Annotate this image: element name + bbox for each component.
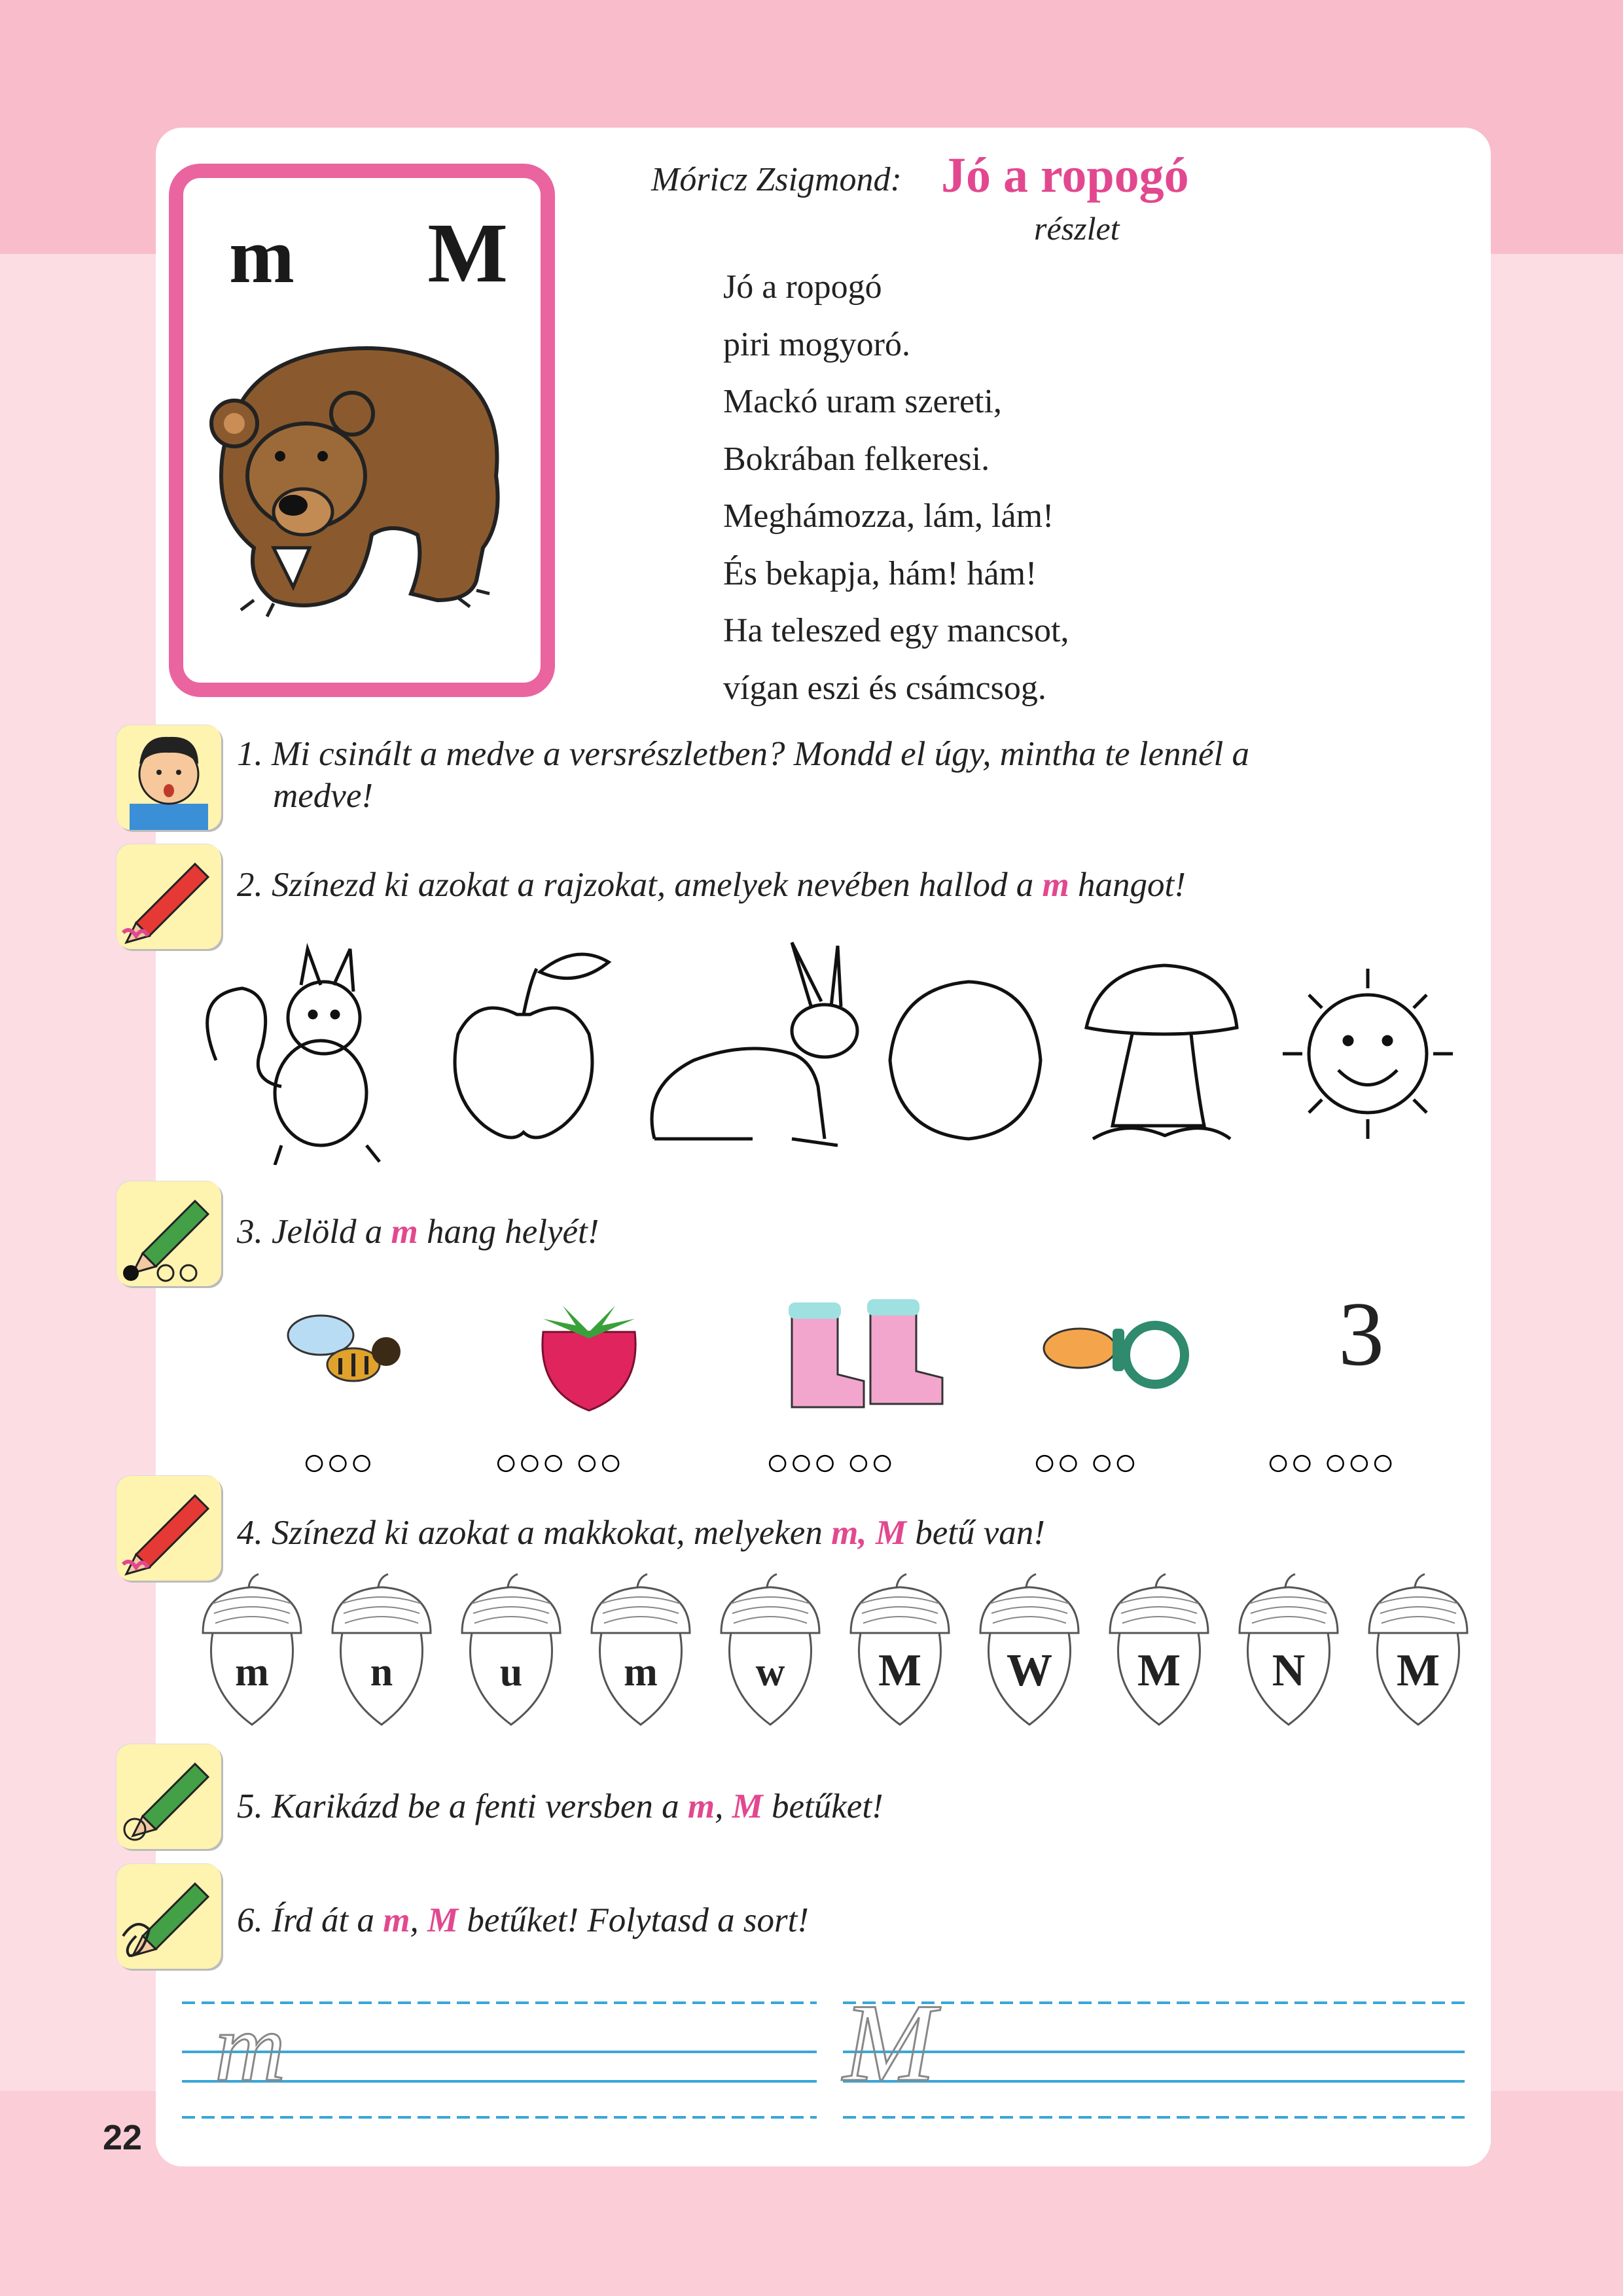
acorn-0[interactable] bbox=[203, 1574, 301, 1725]
trace-letter-upper: M bbox=[843, 1981, 936, 2104]
task-2-text-end: hangot! bbox=[1069, 866, 1186, 904]
poem-author: Móricz Zsigmond: bbox=[651, 161, 902, 198]
acorn-letter: u bbox=[499, 1650, 523, 1695]
circle-group[interactable]: ○○○ ○○ bbox=[766, 1441, 895, 1484]
acorn-row bbox=[190, 1571, 1499, 1741]
acorn-1[interactable] bbox=[332, 1574, 431, 1725]
task-3-text-end: hang helyét! bbox=[418, 1213, 599, 1251]
acorn-4[interactable] bbox=[721, 1574, 819, 1725]
acorn-5[interactable] bbox=[851, 1574, 949, 1725]
acorn-letter: m bbox=[235, 1650, 269, 1695]
poem-title: Jó a ropogó bbox=[941, 148, 1189, 203]
acorn-9[interactable] bbox=[1369, 1574, 1467, 1725]
acorn-7[interactable] bbox=[1110, 1574, 1208, 1725]
poem-line: vígan eszi és csámcsog. bbox=[723, 669, 1046, 707]
poem-subtitle: részlet bbox=[1034, 210, 1120, 247]
acorn-letter: w bbox=[755, 1650, 785, 1695]
boots-drawing bbox=[789, 1299, 942, 1407]
rabbit-drawing bbox=[652, 942, 857, 1145]
raspberry-drawing bbox=[543, 1306, 635, 1410]
task-4-highlight-2: M bbox=[875, 1514, 906, 1552]
task-3-number: 3 bbox=[1338, 1283, 1384, 1385]
task-6-text: 6. Írd át a bbox=[237, 1901, 383, 1939]
circle-group[interactable]: ○○ ○○ bbox=[1033, 1441, 1137, 1484]
circle-group[interactable]: ○○○ bbox=[302, 1441, 374, 1484]
task-3-text: 3. Jelöld a bbox=[237, 1213, 391, 1251]
acorn-8[interactable] bbox=[1240, 1574, 1338, 1725]
task-3-pictures bbox=[262, 1283, 1505, 1427]
bear-illustration bbox=[195, 325, 535, 666]
circling-pencil-icon bbox=[116, 1744, 221, 1849]
task-5-highlight-2: M bbox=[732, 1787, 763, 1825]
acorn-letter: N bbox=[1272, 1645, 1306, 1696]
task-1 bbox=[237, 733, 1249, 817]
acorn-letter: M bbox=[1396, 1645, 1440, 1696]
speaking-child-icon bbox=[116, 725, 221, 830]
task-6-text-end: betűket! Folytasd a sort! bbox=[458, 1901, 809, 1939]
letter-card bbox=[169, 164, 555, 697]
task-4-highlight-1: m, bbox=[831, 1514, 867, 1552]
poem-line: És bekapja, hám! hám! bbox=[723, 554, 1037, 592]
task-6-separator: , bbox=[410, 1901, 428, 1939]
task-2-highlight: m bbox=[1042, 866, 1069, 904]
poem-line: Mackó uram szereti, bbox=[723, 383, 1002, 420]
task-4-text-end: betű van! bbox=[906, 1514, 1045, 1552]
poem-body bbox=[723, 259, 1069, 717]
mushroom-drawing bbox=[1086, 965, 1237, 1139]
acorn-2[interactable] bbox=[462, 1574, 560, 1725]
acorn-letter: m bbox=[624, 1650, 658, 1695]
task-3-highlight: m bbox=[391, 1213, 418, 1251]
task-1-line2: medve! bbox=[273, 777, 373, 815]
letter-lower: m bbox=[229, 212, 294, 299]
sun-drawing bbox=[1283, 969, 1453, 1139]
task-1-line1: 1. Mi csinált a medve a versrészletben? Mondd el úgy, mintha te lennél a bbox=[237, 735, 1249, 773]
bee-drawing bbox=[288, 1316, 401, 1381]
lemon-drawing bbox=[890, 982, 1041, 1139]
poem-line: Meghámozza, lám, lám! bbox=[723, 497, 1054, 535]
poem-line: Bokrában felkeresi. bbox=[723, 440, 990, 478]
writing-pencil-icon bbox=[116, 1864, 221, 1969]
task-5-separator: , bbox=[715, 1787, 732, 1825]
poem-line: piri mogyoró. bbox=[723, 325, 910, 363]
acorn-letter: n bbox=[370, 1650, 393, 1695]
page-number: 22 bbox=[103, 2118, 143, 2157]
task-4-text: 4. Színezd ki azokat a makkokat, melyeken bbox=[237, 1514, 832, 1552]
poem-line: Ha teleszed egy mancsot, bbox=[723, 612, 1069, 649]
task-6-highlight-2: M bbox=[427, 1901, 459, 1939]
task-2-text: 2. Színezd ki azokat a rajzokat, amelyek nevében hallod a bbox=[237, 866, 1043, 904]
task-5 bbox=[237, 1785, 883, 1827]
acorn-letter: M bbox=[878, 1645, 922, 1696]
marking-pencil-icon bbox=[116, 1181, 221, 1286]
acorn-3[interactable] bbox=[592, 1574, 690, 1725]
coloring-pencil-icon bbox=[116, 1476, 221, 1581]
acorn-letter: W bbox=[1007, 1645, 1052, 1696]
task-2-pictures bbox=[190, 929, 1499, 1165]
circle-group[interactable]: ○○○ ○○ bbox=[494, 1441, 623, 1484]
task-6-highlight-1: m bbox=[383, 1901, 410, 1939]
task-5-highlight-1: m bbox=[687, 1787, 715, 1825]
pacifier-drawing bbox=[1044, 1325, 1185, 1384]
letter-upper: M bbox=[427, 206, 508, 300]
acorn-6[interactable] bbox=[980, 1574, 1079, 1725]
task-5-text-end: betűket! bbox=[762, 1787, 883, 1825]
task-6 bbox=[237, 1899, 809, 1941]
task-2 bbox=[237, 864, 1186, 906]
task-4 bbox=[237, 1512, 1045, 1554]
task-3 bbox=[237, 1211, 599, 1253]
squirrel-drawing bbox=[207, 949, 380, 1165]
apple-drawing bbox=[455, 954, 609, 1138]
writing-lines bbox=[175, 1977, 1471, 2134]
circle-group[interactable]: ○○ ○○○ bbox=[1266, 1441, 1395, 1484]
task-5-text: 5. Karikázd be a fenti versben a bbox=[237, 1787, 688, 1825]
poem-line: Jó a ropogó bbox=[723, 268, 882, 306]
acorn-letter: M bbox=[1137, 1645, 1181, 1696]
trace-letter-lower: m bbox=[215, 1993, 286, 2102]
